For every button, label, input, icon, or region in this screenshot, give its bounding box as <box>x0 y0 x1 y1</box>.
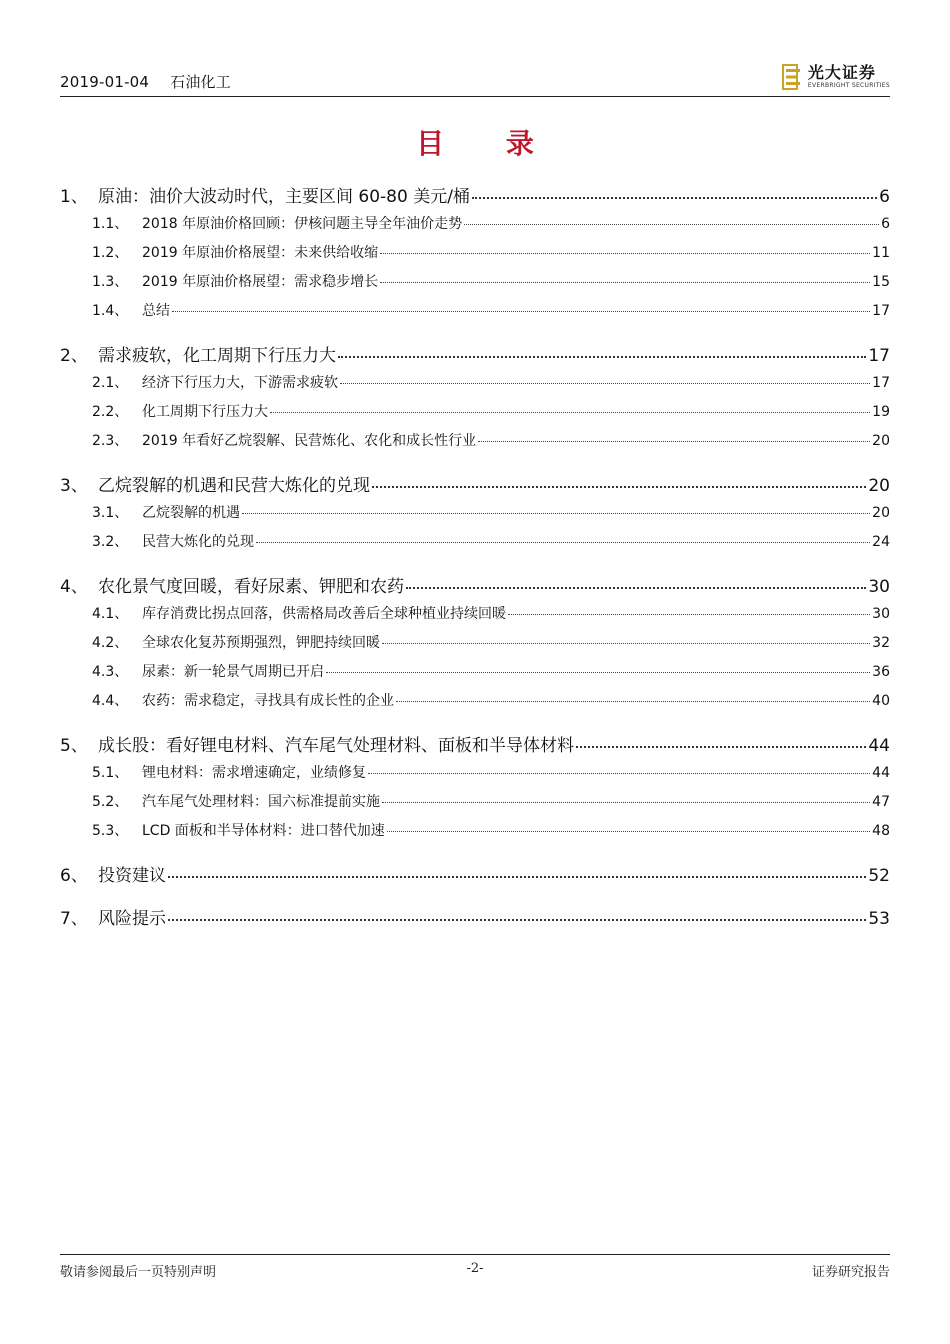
toc-entry[interactable] <box>60 341 890 365</box>
toc-entry-page: 44 <box>868 736 890 756</box>
toc-entry-title: 经济下行压力大，下游需求疲软 <box>142 375 338 391</box>
everbright-logo <box>782 63 890 91</box>
toc-entry-page: 20 <box>872 433 890 449</box>
toc-dot-leader <box>380 252 870 254</box>
toc-entry-page: 6 <box>881 216 890 232</box>
toc-entry-page: 15 <box>872 274 890 290</box>
toc-dot-leader <box>508 613 870 615</box>
toc-entry-number: 4.2、 <box>92 635 129 651</box>
toc-entry-title: 2019 年原油价格展望：需求稳步增长 <box>142 274 379 290</box>
page-header <box>60 60 890 97</box>
toc-entry-title: 风险提示 <box>98 909 166 929</box>
toc-entry-title: 2018 年原油价格回顾：伊核问题主导全年油价走势 <box>142 216 463 232</box>
footer-report-type: 证券研究报告 <box>811 1265 890 1280</box>
toc-entry[interactable] <box>60 820 890 840</box>
toc-entry-title: 2019 年看好乙烷裂解、民营炼化、农化和成长性行业 <box>142 433 477 449</box>
toc-entry-title: 乙烷裂解的机遇和民营大炼化的兑现 <box>98 476 370 496</box>
toc-entry-page: 6 <box>879 187 890 207</box>
toc-entry-page: 17 <box>872 303 890 319</box>
toc-dot-leader <box>396 700 870 702</box>
toc-entry[interactable] <box>60 372 890 392</box>
toc-entry-page: 52 <box>868 866 890 886</box>
toc-dot-leader <box>382 801 870 803</box>
toc-entry-title: 锂电材料：需求增速确定，业绩修复 <box>142 765 366 781</box>
toc-entry-number: 4.4、 <box>92 693 129 709</box>
toc-dot-leader <box>242 512 870 514</box>
toc-entry-page: 24 <box>872 534 890 550</box>
toc-entry[interactable] <box>60 300 890 320</box>
toc-dot-leader <box>168 918 866 921</box>
toc-entry-number: 5.3、 <box>92 823 129 839</box>
everbright-logo-icon <box>782 64 804 90</box>
toc-entry[interactable] <box>60 791 890 811</box>
toc-dot-leader <box>472 196 877 199</box>
toc-entry-title: 民营大炼化的兑现 <box>142 534 254 550</box>
page-footer <box>60 1254 890 1281</box>
toc-entry-page: 30 <box>868 577 890 597</box>
toc-entry-page: 53 <box>868 909 890 929</box>
toc-entry[interactable] <box>60 242 890 262</box>
toc-entry-page: 40 <box>872 693 890 709</box>
toc-entry-title: 库存消费比拐点回落，供需格局改善后全球种植业持续回暖 <box>142 606 506 622</box>
report-date: 2019-01-04 <box>60 73 150 91</box>
toc-dot-leader <box>172 310 870 312</box>
toc-entry[interactable] <box>60 430 890 450</box>
toc-entry[interactable] <box>60 603 890 623</box>
toc-entry-number: 5.2、 <box>92 794 129 810</box>
toc-entry-number: 2.1、 <box>92 375 129 391</box>
toc-entry-title: 需求疲软，化工周期下行压力大 <box>98 346 336 366</box>
toc-entry-page: 44 <box>872 765 890 781</box>
toc-dot-leader <box>387 830 870 832</box>
toc-entry-number: 1.2、 <box>92 245 129 261</box>
logo-chinese-name: 光大证券 <box>807 63 876 82</box>
toc-dot-leader <box>168 875 866 878</box>
toc-entry[interactable] <box>60 731 890 755</box>
toc-entry-number: 7、 <box>60 909 88 929</box>
toc-dot-leader <box>464 223 879 225</box>
toc-entry-title: 原油：油价大波动时代，主要区间 60-80 美元/桶 <box>98 187 470 207</box>
toc-entry-page: 47 <box>872 794 890 810</box>
toc-entry-page: 11 <box>872 245 890 261</box>
toc-entry[interactable] <box>60 904 890 928</box>
toc-entry[interactable] <box>60 861 890 885</box>
toc-entry-title: 乙烷裂解的机遇 <box>142 505 240 521</box>
toc-entry-title: 化工周期下行压力大 <box>142 404 268 420</box>
toc-entry-page: 30 <box>872 606 890 622</box>
footer-page-number: -2- <box>466 1261 484 1276</box>
toc-entry-number: 3.2、 <box>92 534 129 550</box>
toc-entry-number: 1、 <box>60 187 88 207</box>
toc-dot-leader <box>576 745 866 748</box>
toc-entry[interactable] <box>60 661 890 681</box>
toc-entry[interactable] <box>60 572 890 596</box>
toc-entry[interactable] <box>60 690 890 710</box>
toc-entry-number: 5.1、 <box>92 765 129 781</box>
toc-entry-number: 1.3、 <box>92 274 129 290</box>
header-meta <box>60 71 231 92</box>
toc-entry-number: 1.1、 <box>92 216 129 232</box>
toc-entry-page: 32 <box>872 635 890 651</box>
toc-dot-leader <box>372 485 866 488</box>
toc-entry-number: 4.3、 <box>92 664 129 680</box>
toc-entry-title: 农化景气度回暖，看好尿素、钾肥和农药 <box>98 577 404 597</box>
toc-entry-title: 农药：需求稳定，寻找具有成长性的企业 <box>142 693 394 709</box>
toc-entry[interactable] <box>60 762 890 782</box>
toc-entry-number: 6、 <box>60 866 88 886</box>
toc-dot-leader <box>326 671 870 673</box>
toc-entry-page: 17 <box>868 346 890 366</box>
toc-entry-title: 汽车尾气处理材料：国六标准提前实施 <box>142 794 380 810</box>
toc-dot-leader <box>340 382 870 384</box>
toc-entry-page: 20 <box>868 476 890 496</box>
toc-entry-page: 20 <box>872 505 890 521</box>
toc-entry-title: LCD 面板和半导体材料：进口替代加速 <box>142 823 385 839</box>
footer-disclaimer: 敬请参阅最后一页特别声明 <box>60 1265 217 1280</box>
toc-entry[interactable] <box>60 471 890 495</box>
toc-entry[interactable] <box>60 213 890 233</box>
toc-dot-leader <box>270 411 870 413</box>
toc-entry-title: 总结 <box>142 303 170 319</box>
toc-entry-number: 2.3、 <box>92 433 129 449</box>
toc-entry-page: 19 <box>872 404 890 420</box>
toc-entry[interactable] <box>60 182 890 206</box>
toc-entry-title: 投资建议 <box>98 866 166 886</box>
toc-entry-title: 尿素：新一轮景气周期已开启 <box>142 664 324 680</box>
toc-dot-leader <box>256 541 870 543</box>
toc-entry-page: 17 <box>872 375 890 391</box>
toc-dot-leader <box>380 281 870 283</box>
toc-entry-title: 成长股：看好锂电材料、汽车尾气处理材料、面板和半导体材料 <box>98 736 574 756</box>
toc-entry-page: 36 <box>872 664 890 680</box>
toc-entry-page: 48 <box>872 823 890 839</box>
toc-entry[interactable] <box>60 271 890 291</box>
toc-dot-leader <box>478 440 870 442</box>
toc-dot-leader <box>382 642 870 644</box>
toc-entry-number: 3.1、 <box>92 505 129 521</box>
toc-entry-number: 2、 <box>60 346 88 366</box>
toc-entry[interactable] <box>60 632 890 652</box>
toc-entry-title: 全球农化复苏预期强烈，钾肥持续回暖 <box>142 635 380 651</box>
toc-entry-number: 4、 <box>60 577 88 597</box>
logo-english-name: EVERBRIGHT SECURITIES <box>807 82 890 89</box>
toc-dot-leader <box>368 772 870 774</box>
toc-entry-number: 2.2、 <box>92 404 129 420</box>
toc-entry[interactable] <box>60 531 890 551</box>
toc-entry-number: 4.1、 <box>92 606 129 622</box>
industry-label: 石油化工 <box>170 73 231 91</box>
toc-entry-number: 1.4、 <box>92 303 129 319</box>
toc-entry[interactable] <box>60 502 890 522</box>
toc-entry[interactable] <box>60 401 890 421</box>
toc-dot-leader <box>338 355 866 358</box>
toc-title: 目 录 <box>416 127 560 160</box>
toc-entry-title: 2019 年原油价格展望：未来供给收缩 <box>142 245 379 261</box>
toc-dot-leader <box>406 586 866 589</box>
toc-entry-number: 3、 <box>60 476 88 496</box>
toc-entry-number: 5、 <box>60 736 88 756</box>
